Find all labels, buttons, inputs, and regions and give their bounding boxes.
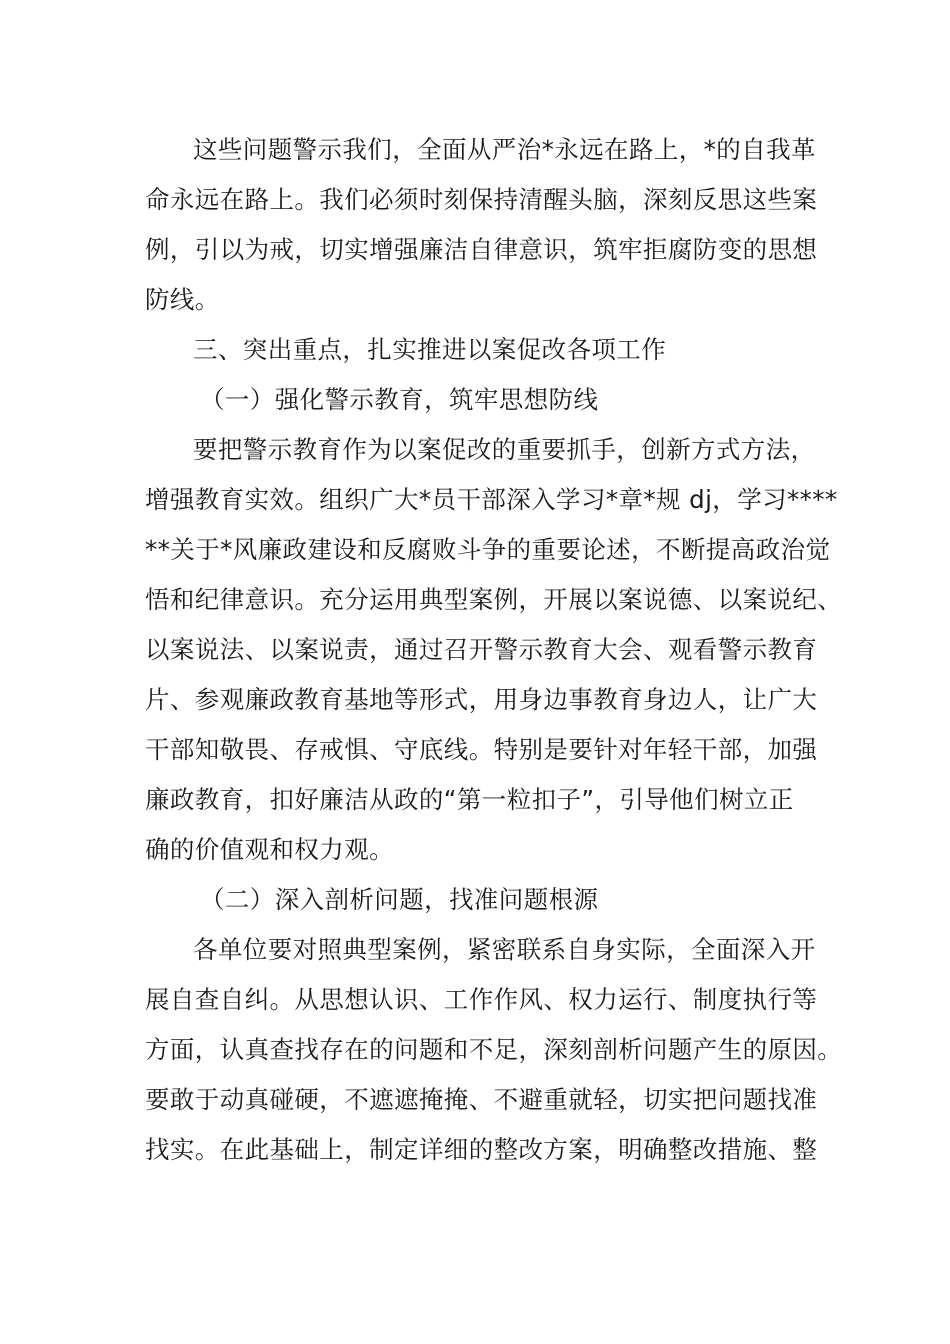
paragraph-line: 要把警示教育作为以案促改的重要抓手，创新方式方法， [193,435,816,464]
paragraph-line: 找实。在此基础上，制定详细的整改方案，明确整改措施、整 [145,1135,818,1164]
paragraph-line: 廉政教育，扣好廉洁从政的“第一粒扣子”，引导他们树立正 [145,785,794,814]
paragraph-line: 悟和纪律意识。充分运用典型案例，开展以案说德、以案说纪、 [145,585,843,614]
paragraph-line: 增强教育实效。组织广大*员干部深入学习*章*规 dj，学习**** [145,485,838,514]
paragraph-line: 这些问题警示我们，全面从严治*永远在路上，*的自我革 [193,135,816,164]
subsection-heading: （一）强化警示教育，筑牢思想防线 [200,385,599,414]
paragraph-line: 方面，认真查找存在的问题和不足，深刻剖析问题产生的原因。 [145,1035,843,1064]
paragraph-line: 片、参观廉政教育基地等形式，用身边事教育身边人，让广大 [145,685,818,714]
paragraph-line: 要敢于动真碰硬，不遮遮掩掩、不避重就轻，切实把问题找准 [145,1085,818,1114]
paragraph-line: 确的价值观和权力观。 [145,835,394,864]
subsection-heading: （二）深入剖析问题，找准问题根源 [200,885,599,914]
paragraph-line: 干部知敬畏、存戒惧、守底线。特别是要针对年轻干部，加强 [145,735,818,764]
paragraph-line: 例，引以为戒，切实增强廉洁自律意识，筑牢拒腐防变的思想 [145,235,818,264]
paragraph-line: 命永远在路上。我们必须时刻保持清醒头脑，深刻反思这些案 [145,185,818,214]
paragraph-line: **关于*风廉政建设和反腐败斗争的重要论述，不断提高政治觉 [145,535,831,564]
paragraph-line: 展自查自纠。从思想认识、工作作风、权力运行、制度执行等 [145,985,818,1014]
paragraph-line: 各单位要对照典型案例，紧密联系自身实际，全面深入开 [193,935,816,964]
paragraph-line: 以案说法、以案说责，通过召开警示教育大会、观看警示教育 [145,635,818,664]
section-heading: 三、突出重点，扎实推进以案促改各项工作 [193,335,667,364]
paragraph-line: 防线。 [145,285,220,314]
